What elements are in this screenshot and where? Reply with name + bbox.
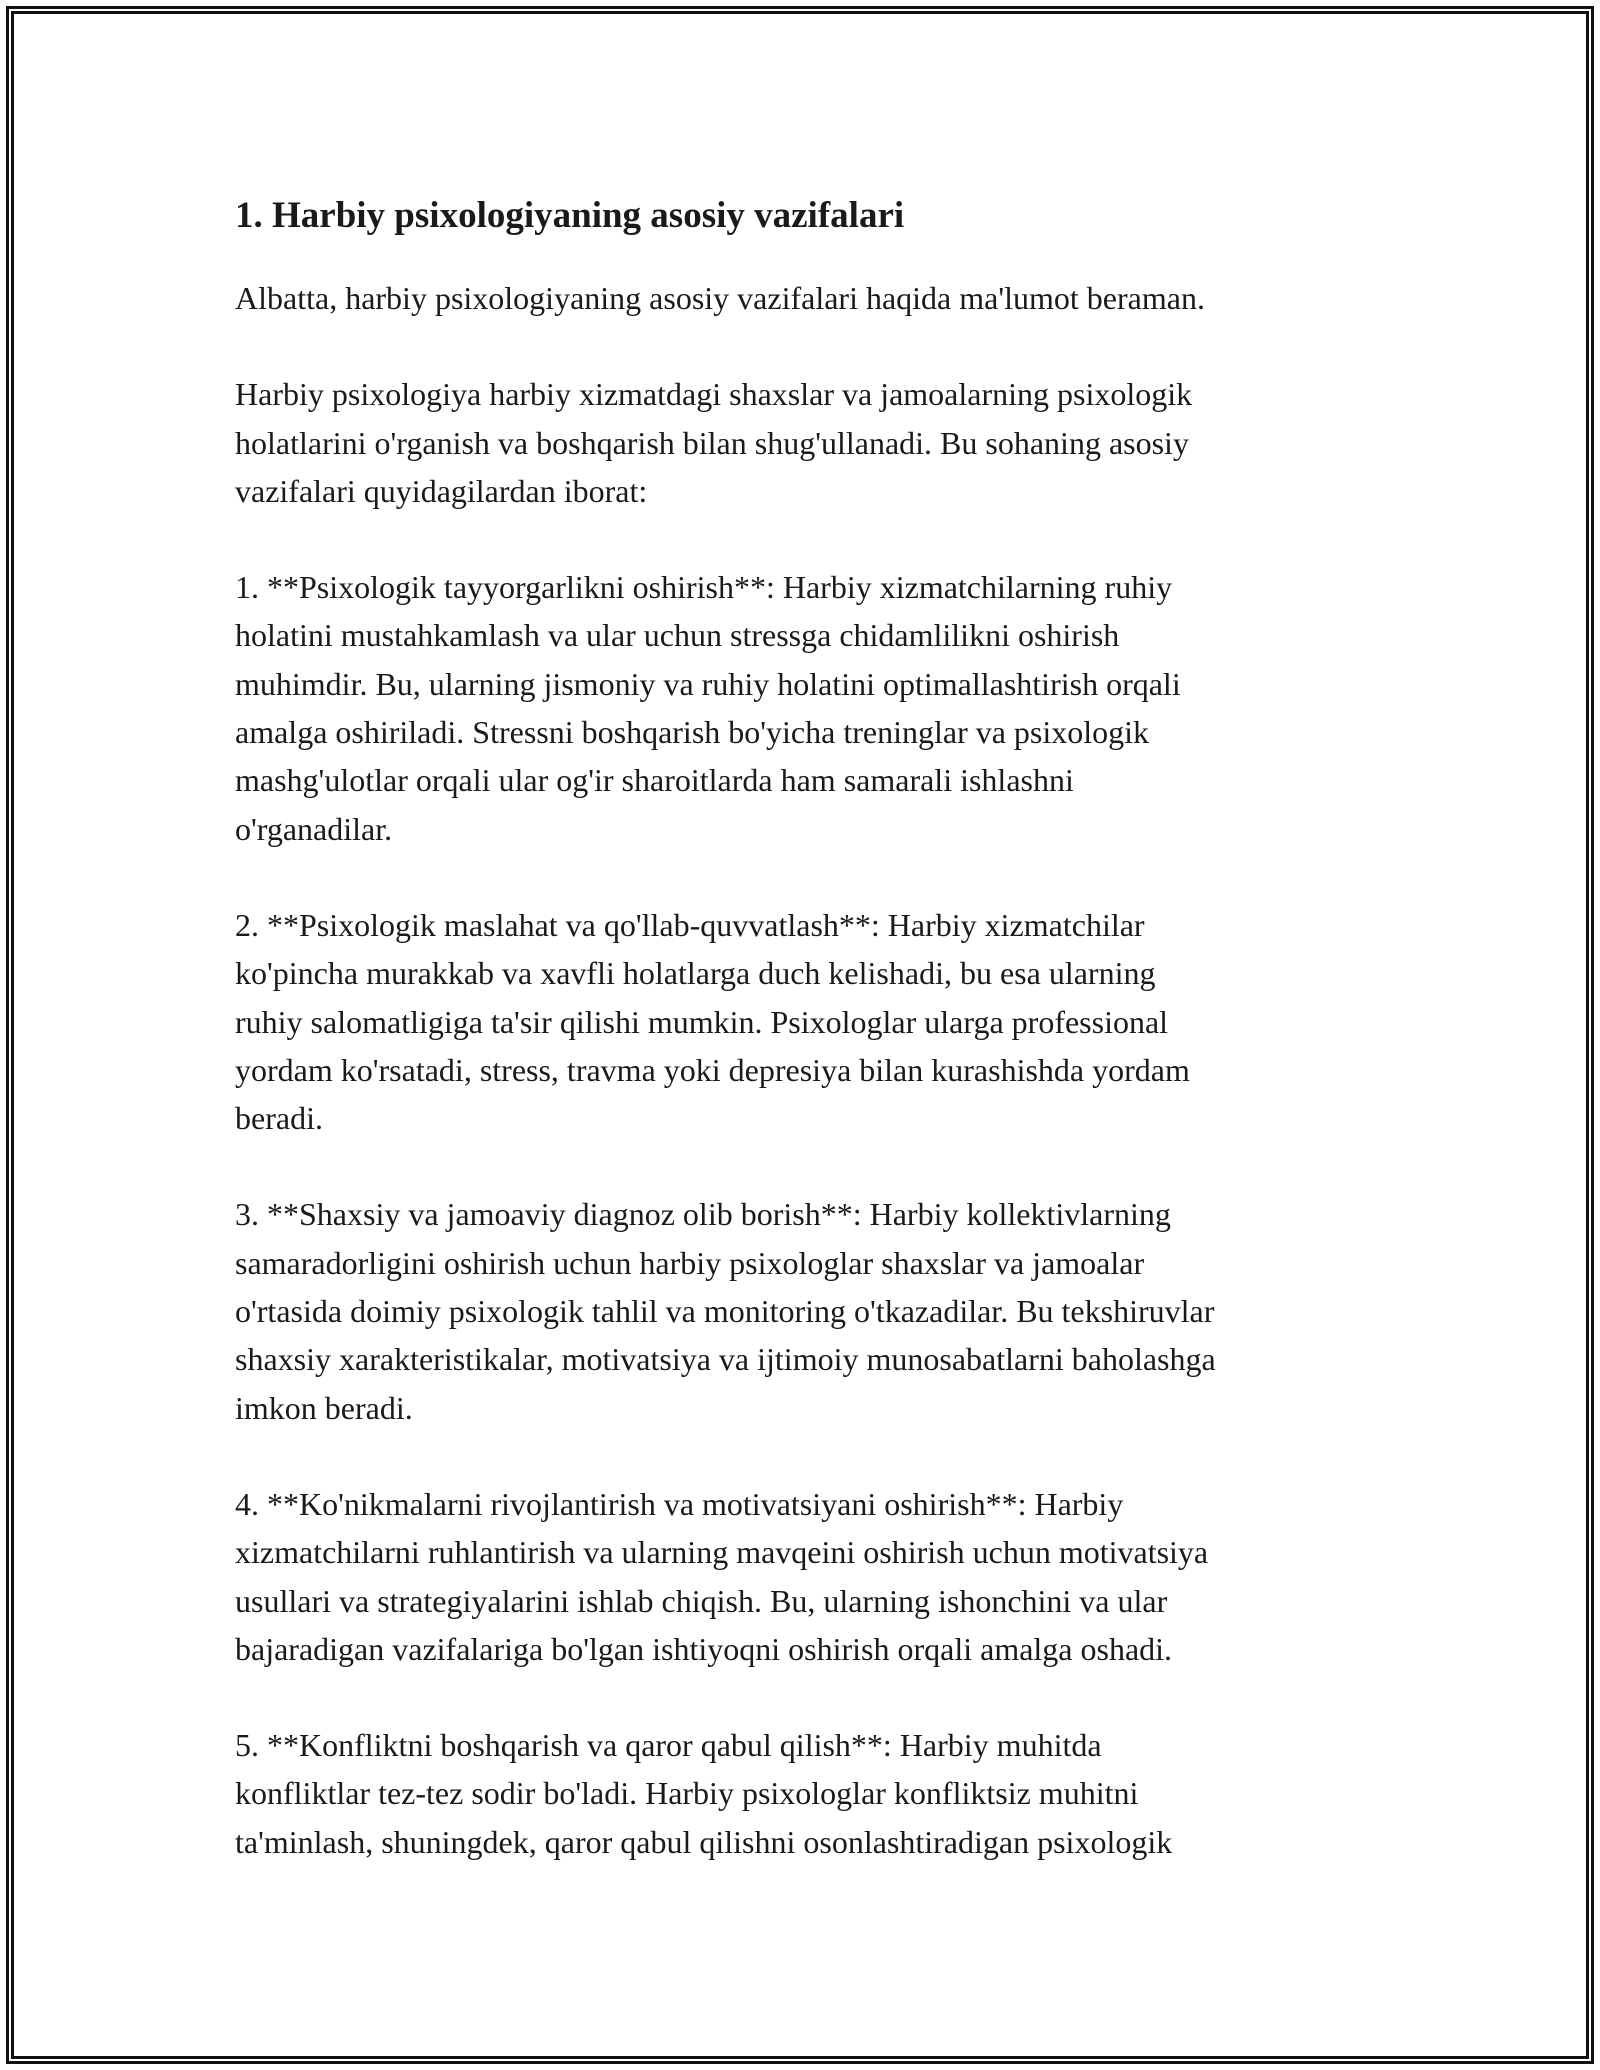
list-item-3: 3. **Shaxsiy va jamoaviy diagnoz olib borish**: Harbiy kollektivlarning samaradorligini oshirish uchun harbiy psixologlar shaxslar va jamoalar o'rtasida doimiy psixologik tahlil va monitoring o'tkazadilar. Bu tekshiruvlar shaxsiy xarakteristikalar, motivatsiya va ijtimoiy munosabatlarni baholashga imkon beradi. [235,1196,1216,1426]
list-item-5: 5. **Konfliktni boshqarish va qaror qabul qilish**: Harbiy muhitda konfliktlar tez-tez sodir bo'ladi. Harbiy psixologlar konfliktsiz muhitni ta'minlash, shuningdek, qaror qabul qilishni osonlashtiradigan psixologik [235,1727,1173,1860]
intro-paragraph: Albatta, harbiy psixologiyaning asosiy vazifalari haqida ma'lumot beraman. [235,280,1205,316]
overview-paragraph: Harbiy psixologiya harbiy xizmatdagi shaxslar va jamoalarning psixologik holatlarini o'rganish va boshqarish bilan shug'ullanadi. Bu sohaning asosiy vazifalari quyidagilardan iborat: [235,376,1193,509]
list-item-2: 2. **Psixologik maslahat va qo'llab-quvvatlash**: Harbiy xizmatchilar ko'pincha murakkab va xavfli holatlarga duch kelishadi, bu esa ularning ruhiy salomatligiga ta'sir qilishi mumkin. Psixologlar ularga professional yordam ko'rsatadi, stress, travma yoki depresiya bilan kurashishda yordam beradi. [235,906,1190,1137]
document-body [235,180,1395,1914]
list-item-4: 4. **Ko'nikmalarni rivojlantirish va motivatsiyani oshirish**: Harbiy xizmatchilarni ruhlantirish va ularning mavqeini oshirish uchun motivatsiya usullari va strategiyalarini ishlab chiqish. Bu, ularning ishonchini va ular bajaradigan vazifalariga bo'lgan ishtiyoqni oshirish orqali amalga oshadi. [235,1485,1209,1667]
list-item-1: 1. **Psixologik tayyorgarlikni oshirish**: Harbiy xizmatchilarning ruhiy holatini mustahkamlash va ular uchun stressga chidamlilikni oshirish muhimdir. Bu, ularning jismoniy va ruhiy holatini optimallashtirish orqali amalga oshiriladi. Stressni boshqarish bo'yicha treninglar va psixologik mashg'ulotlar orqali ular og'ir sharoitlarda ham samarali ishlashni o'rganadilar. [235,569,1181,847]
document-title: 1. Harbiy psixologiyaning asosiy vazifalari [235,195,905,236]
